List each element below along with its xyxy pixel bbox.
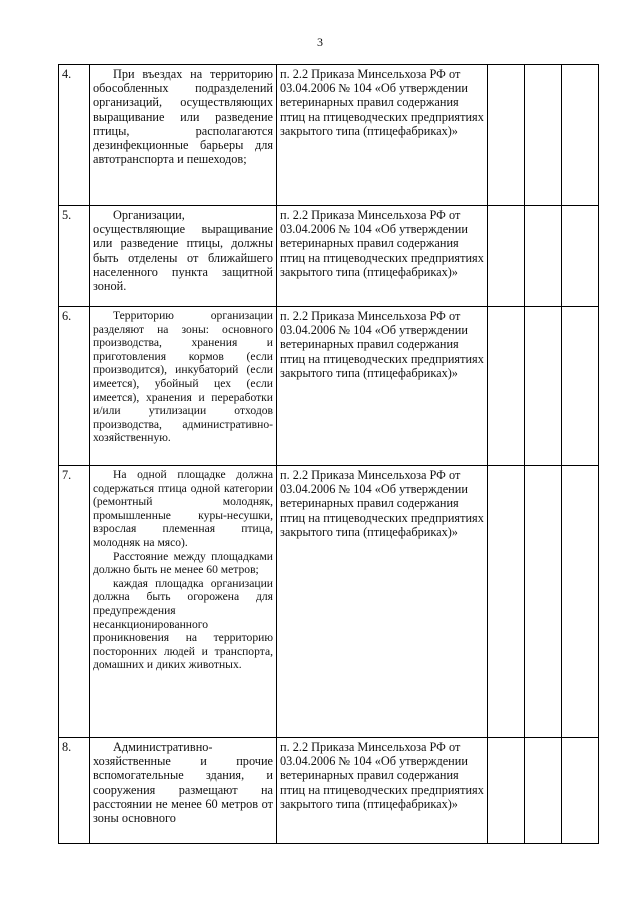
table-row [59,206,599,307]
table-row [59,466,599,738]
requirement-text: Организации, осуществляющие выращивание или разведение птицы, должны быть отделены от ближайшего населенного пункта защитной зоной. [90,206,277,307]
row-number: 7. [59,466,90,738]
answer-cell[interactable] [562,206,599,307]
requirement-text: На одной площадке должна содержаться птица одной категории (ремонтный молодняк, промышленные куры-несушки, взрослая племенная птица, молодняк на мясо). Расстояние между площадками должно быть не менее 60 метров; каждая площадка организации должна быть огорожена для предупреждения несанкционированного проникновения на территорию посторонних людей и транспорта, домашних и диких животных. [90,466,277,738]
page-number: 3 [317,35,323,49]
table-row [59,65,599,206]
requirement-text: Административно-хозяйственные и прочие вспомогательные здания, и сооружения размещают на расстоянии не менее 60 метров от зоны основного [90,738,277,844]
answer-cell[interactable] [562,466,599,738]
requirement-text: Территорию организации разделяют на зоны: основного производства, хранения и приготовления кормов (если производится), инкубаторий (если имеется), убойный цех (если имеется), хранения и переработки и/или утилизации отходов производства, административно-хозяйственную. [90,307,277,466]
row-number: 5. [59,206,90,307]
requirement-text: При въездах на территорию обособленных подразделений организаций, осуществляющих выращивание или разведение птицы, располагаются дезинфекционные барьеры для автотранспорта и пешеходов; [90,65,277,206]
answer-cell[interactable] [488,65,525,206]
answer-cell[interactable] [562,738,599,844]
row-number: 6. [59,307,90,466]
answer-cell[interactable] [562,65,599,206]
row-number: 8. [59,738,90,844]
answer-cell[interactable] [525,65,562,206]
requirements-table [58,64,599,844]
answer-cell[interactable] [525,206,562,307]
answer-cell[interactable] [525,466,562,738]
answer-cell[interactable] [488,466,525,738]
row-number: 4. [59,65,90,206]
answer-cell[interactable] [488,307,525,466]
legal-reference: п. 2.2 Приказа Минсельхоза РФ от 03.04.2006 № 104 «Об утверждении ветеринарных правил содержания птиц на птицеводческих предприятиях закрытого типа (птицефабриках)» [277,307,488,466]
table-row [59,738,599,844]
legal-reference: п. 2.2 Приказа Минсельхоза РФ от 03.04.2006 № 104 «Об утверждении ветеринарных правил содержания птиц на птицеводческих предприятиях закрытого типа (птицефабриках)» [277,738,488,844]
answer-cell[interactable] [525,738,562,844]
answer-cell[interactable] [525,307,562,466]
answer-cell[interactable] [488,738,525,844]
answer-cell[interactable] [562,307,599,466]
legal-reference: п. 2.2 Приказа Минсельхоза РФ от 03.04.2006 № 104 «Об утверждении ветеринарных правил содержания птиц на птицеводческих предприятиях закрытого типа (птицефабриках)» [277,466,488,738]
legal-reference: п. 2.2 Приказа Минсельхоза РФ от 03.04.2006 № 104 «Об утверждении ветеринарных правил содержания птиц на птицеводческих предприятиях закрытого типа (птицефабриках)» [277,65,488,206]
answer-cell[interactable] [488,206,525,307]
legal-reference: п. 2.2 Приказа Минсельхоза РФ от 03.04.2006 № 104 «Об утверждении ветеринарных правил содержания птиц на птицеводческих предприятиях закрытого типа (птицефабриках)» [277,206,488,307]
table-row [59,307,599,466]
